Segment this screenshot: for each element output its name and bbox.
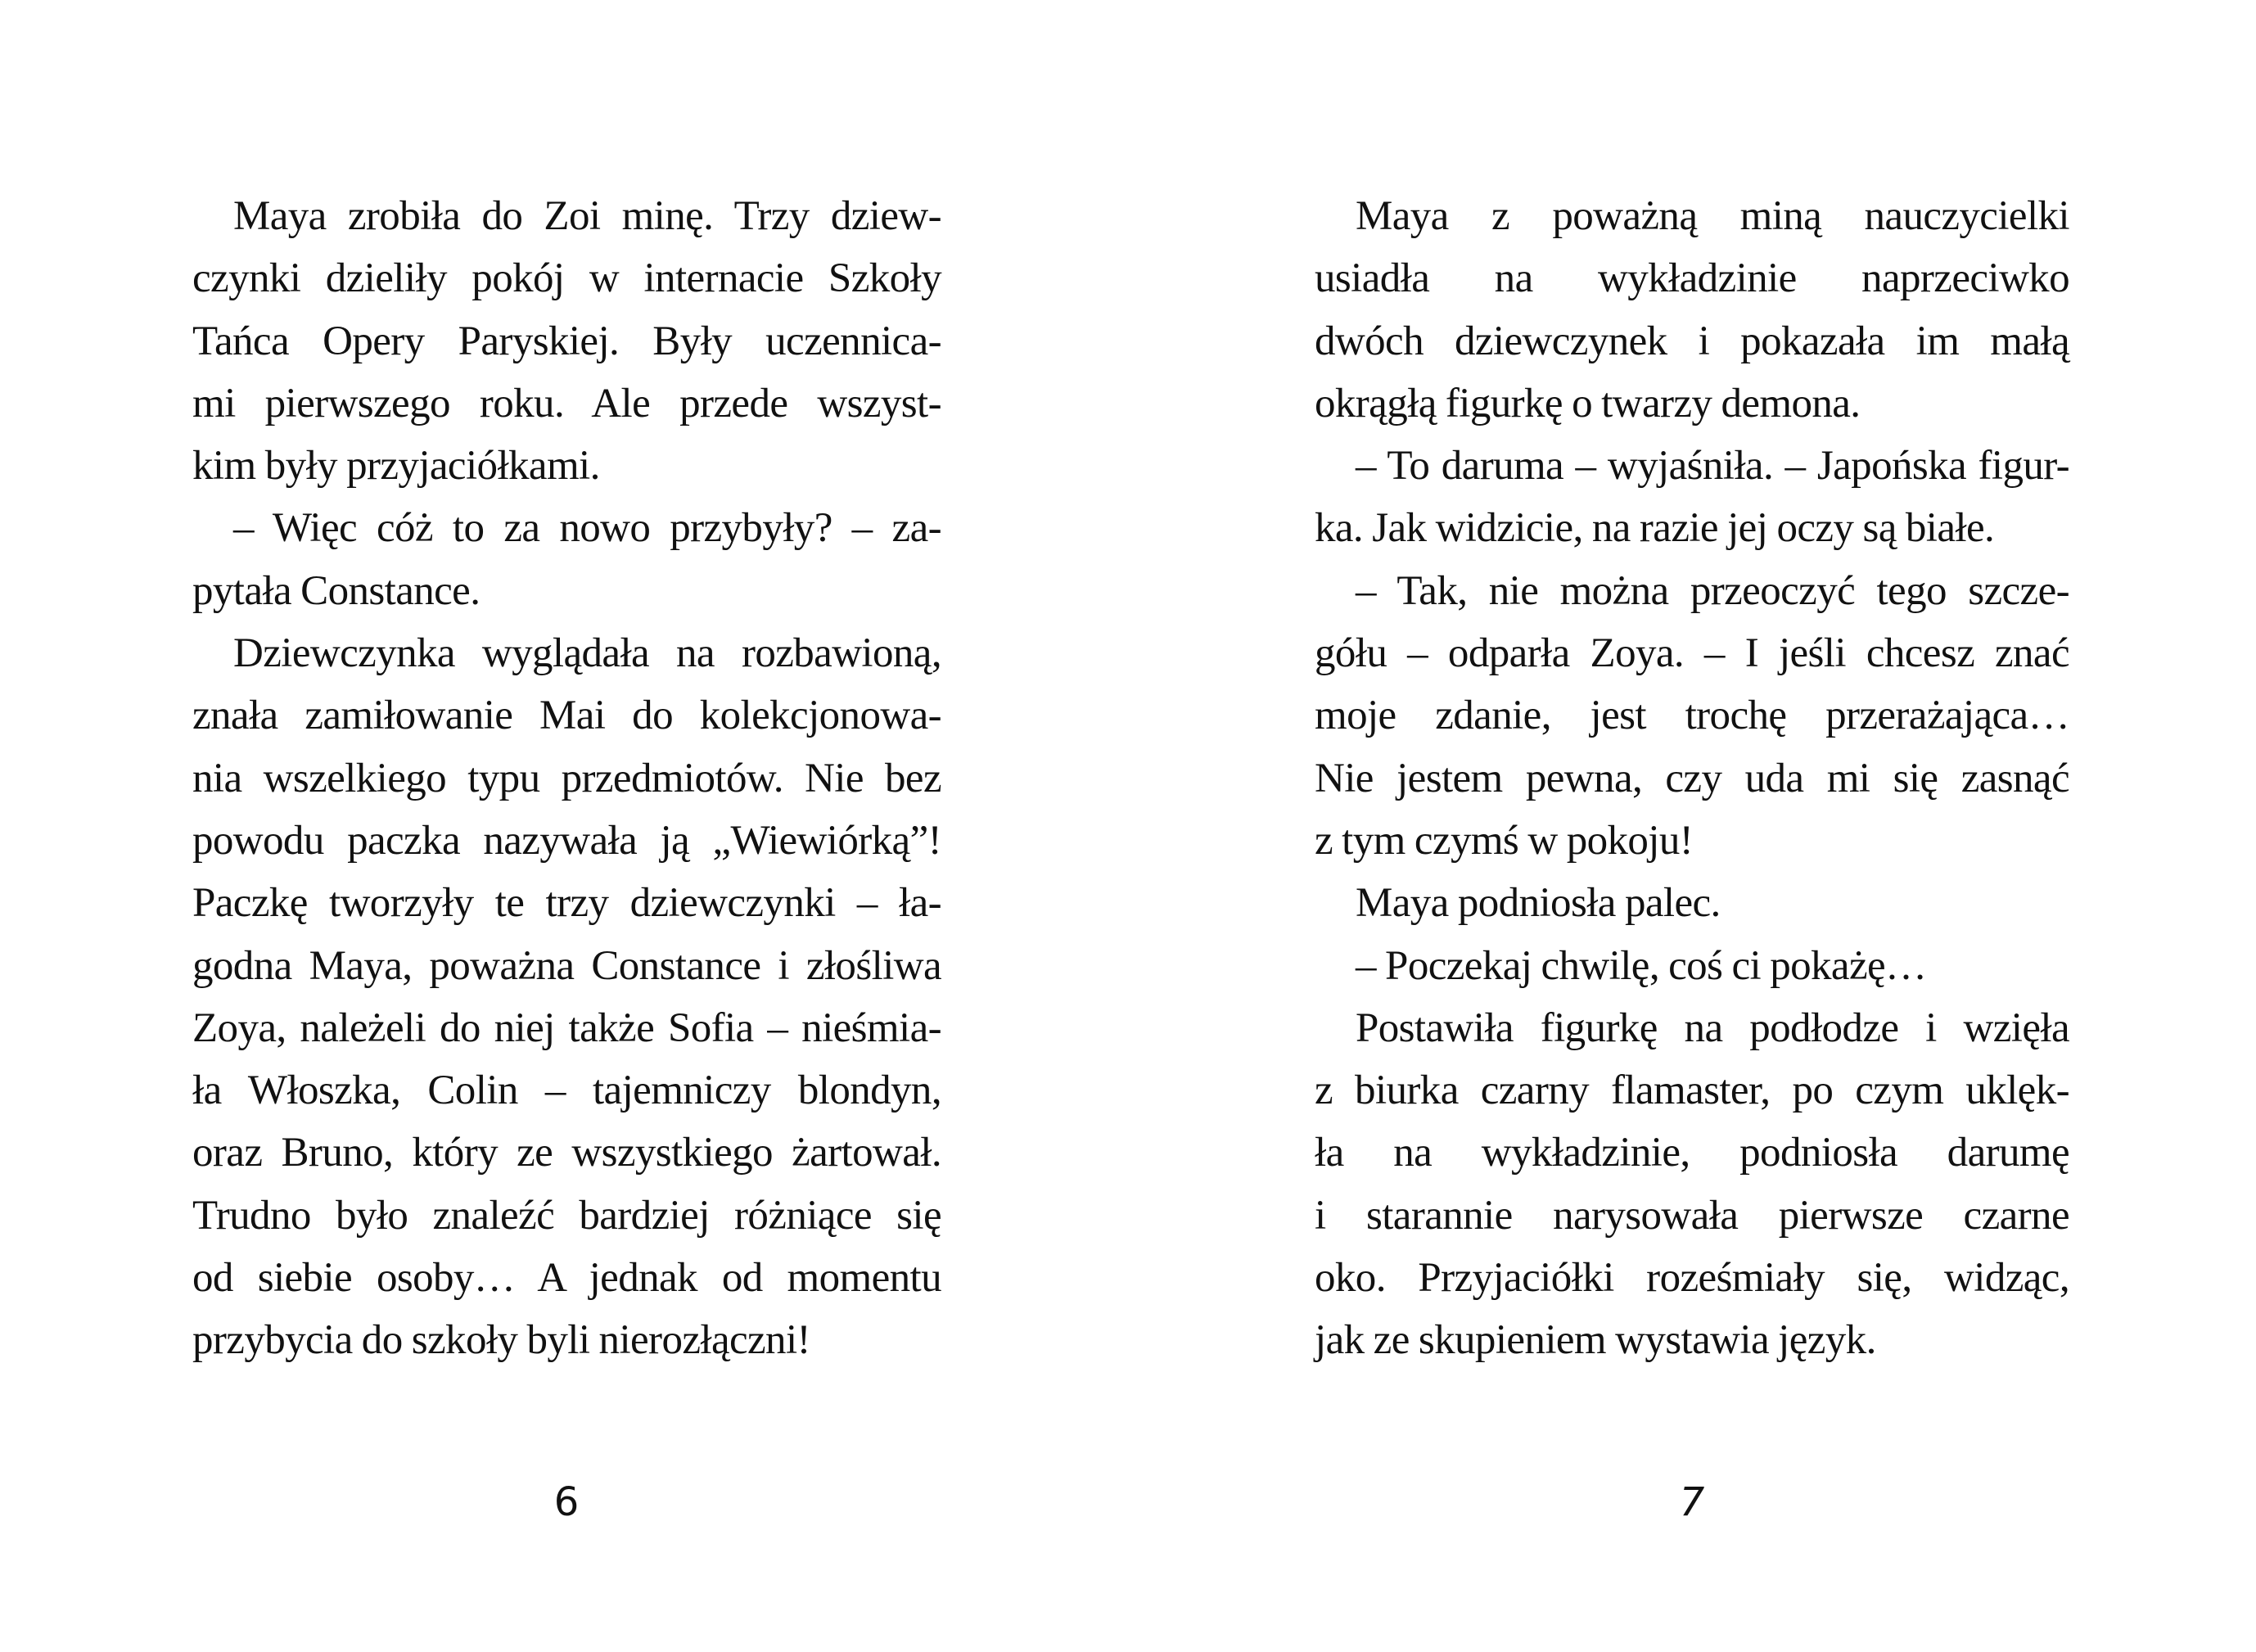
left-page-text — [192, 185, 941, 1372]
text-line: Trudno było znaleźć bardziej różniące się — [192, 1192, 941, 1239]
right-page-text — [1315, 185, 2069, 1372]
paragraph — [1315, 997, 2069, 1372]
text-line: – To daruma – wyjaśniła. – Japońska figur- — [1356, 443, 2069, 490]
text-line: okrągłą figurkę o twarzy demona. — [1315, 380, 1861, 427]
text-line: Dziewczynka wyglądała na rozbawioną, — [233, 630, 941, 677]
paragraph — [192, 185, 941, 497]
text-line: jak ze skupieniem wystawia język. — [1315, 1317, 1876, 1364]
text-line: znała zamiłowanie Mai do kolekcjonowa- — [192, 693, 941, 739]
paragraph — [192, 622, 941, 1372]
right-page-number: 7 — [1679, 1479, 1705, 1525]
text-line: z biurka czarny flamaster, po czym uklęk- — [1315, 1067, 2069, 1114]
text-line: usiadła na wykładzinie naprzeciwko — [1315, 255, 2069, 302]
text-line: od siebie osoby… A jednak od momentu — [192, 1255, 941, 1302]
paragraph — [1315, 435, 2069, 560]
text-line: Maya podniosła palec. — [1356, 880, 1721, 927]
text-line: godna Maya, poważna Constance i złośliwa — [192, 942, 941, 989]
text-line: powodu paczka nazywała ją „Wiewiórką”! — [192, 817, 941, 864]
text-line: i starannie narysowała pierwsze czarne — [1315, 1192, 2069, 1239]
right-page — [1128, 0, 2256, 1652]
text-line: pytała Constance. — [192, 567, 481, 614]
text-line: Postawiła figurkę na podłodze i wzięła — [1356, 1004, 2069, 1051]
text-line: dwóch dziewczynek i pokazała im małą — [1315, 318, 2069, 364]
text-line: Paczkę tworzyły te trzy dziewczynki – ła- — [192, 880, 941, 927]
paragraph — [1315, 935, 2069, 997]
text-line: Tańca Opery Paryskiej. Były uczennica- — [192, 318, 941, 364]
text-line: Nie jestem pewna, czy uda mi się zasnąć — [1315, 755, 2069, 801]
paragraph — [1315, 560, 2069, 872]
text-line: czynki dzieliły pokój w internacie Szkoły — [192, 255, 941, 302]
text-line: nia wszelkiego typu przedmiotów. Nie bez — [192, 755, 941, 801]
paragraph — [192, 497, 941, 622]
paragraph — [1315, 872, 2069, 934]
text-line: z tym czymś w pokoju! — [1315, 817, 1694, 864]
text-line: Maya z poważną miną nauczycielki — [1356, 193, 2069, 239]
text-line: ła Włoszka, Colin – tajemniczy blondyn, — [192, 1067, 941, 1114]
text-line: – Poczekaj chwilę, coś ci pokażę… — [1356, 942, 1927, 989]
text-line: ka. Jak widzicie, na razie jej oczy są białe. — [1315, 505, 1995, 552]
text-line: ła na wykładzinie, podniosła darumę — [1315, 1130, 2069, 1176]
text-line: – Tak, nie można przeoczyć tego szcze- — [1356, 567, 2069, 614]
text-line: mi pierwszego roku. Ale przede wszyst- — [192, 380, 941, 427]
text-line: oraz Bruno, który ze wszystkiego żartował. — [192, 1130, 941, 1176]
left-page-number: 6 — [553, 1479, 580, 1525]
text-line: gółu – odparła Zoya. – I jeśli chcesz znać — [1315, 630, 2069, 677]
text-line: przybycia do szkoły byli nierozłączni! — [192, 1317, 810, 1364]
text-line: oko. Przyjaciółki roześmiały się, widząc, — [1315, 1255, 2069, 1302]
text-line: Maya zrobiła do Zoi minę. Trzy dziew- — [233, 193, 941, 239]
text-line: kim były przyjaciółkami. — [192, 443, 600, 490]
paragraph — [1315, 185, 2069, 435]
text-line: – Więc cóż to za nowo przybyły? – za- — [233, 505, 941, 552]
text-line: moje zdanie, jest trochę przerażająca… — [1315, 693, 2069, 739]
text-line: Zoya, należeli do niej także Sofia – nieśmia- — [192, 1004, 941, 1051]
